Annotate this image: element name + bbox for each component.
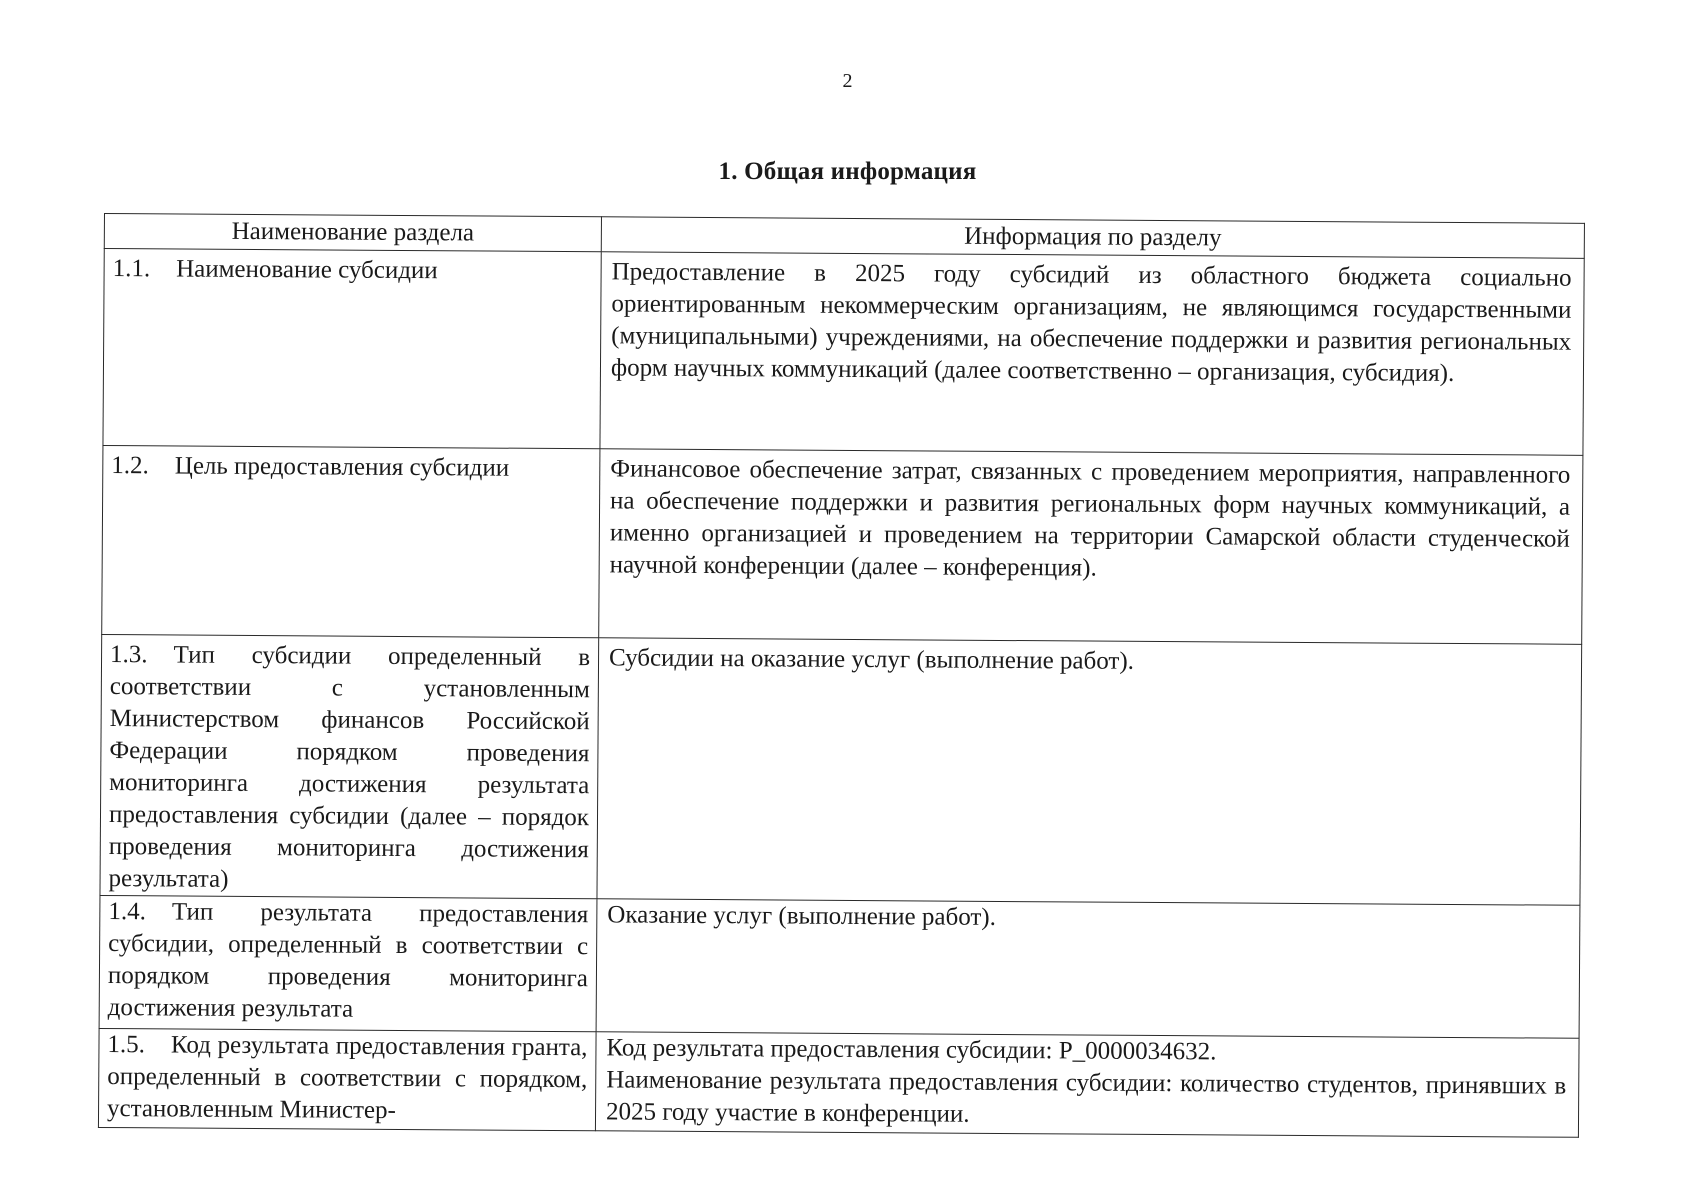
section-name-cell [99, 895, 597, 1031]
section-name-cell [103, 249, 601, 449]
section-title: 1. Общая информация [718, 158, 977, 185]
section-name: Цель предоставления субсидии [174, 452, 510, 482]
section-name: Тип результата предоставления субсидии, определенный в соответствии с порядком проведения мониторинга достижения результата [107, 898, 589, 1023]
section-number: 1.2. [111, 452, 149, 480]
section-info: Предоставление в 2025 году субсидий из областного бюджета социально ориентированным некоммерческим организациям, не являющимся государственными (муниципальными) учреждениями, на обеспечение поддержки и развития региональных форм научных коммуникаций (далее соответственно – организация, субсидия). [600, 252, 1584, 456]
section-name: Код результата предоставления гранта, определенный в соответствии с порядком, установленным Министер- [106, 1031, 588, 1124]
section-info: Субсидии на оказание услуг (выполнение работ). [597, 638, 1582, 906]
section-number: 1.5. [107, 1031, 146, 1059]
table-row [100, 634, 1582, 905]
page-number: 2 [842, 70, 853, 92]
table-row [102, 445, 1583, 644]
header-section-name: Наименование раздела [104, 214, 601, 252]
section-info-cell [595, 1032, 1579, 1138]
section-name: Тип субсидии определенный в соответствии с установленным Министерством финансов Российской Федерации порядком проведения мониторинга достижения результата предоставления субсидии (далее – порядок проведения мониторинга достижения результата) [108, 641, 591, 893]
section-number: 1.4. [108, 898, 146, 926]
section-info: Оказание услуг (выполнение работ). [596, 899, 1580, 1039]
general-info-table [98, 213, 1585, 1138]
section-number: 1.3. [109, 641, 148, 669]
header-section-info: Информация по разделу [601, 217, 1584, 259]
table-row [103, 249, 1584, 456]
result-name: Наименование результата предоставления субсидии: количество студентов, принявших в 2025 году участие в конференции. [605, 1066, 1567, 1128]
table-row [98, 1028, 1579, 1137]
section-name-cell [100, 634, 599, 898]
section-name-cell [102, 445, 600, 637]
section-info: Финансовое обеспечение затрат, связанных с проведением мероприятия, направленного на обеспечение поддержки и развития региональных форм научных коммуникаций, а именно организацией и проведением на территории Самарской области студенческой научной конференции (далее – конференция). [599, 449, 1583, 645]
section-number: 1.1. [112, 255, 151, 283]
section-name: Наименование субсидии [176, 255, 438, 285]
result-code: Код результата предоставления субсидии: P_0000034632. [606, 1034, 1217, 1066]
section-name-cell [98, 1028, 596, 1130]
table-row [99, 895, 1580, 1038]
